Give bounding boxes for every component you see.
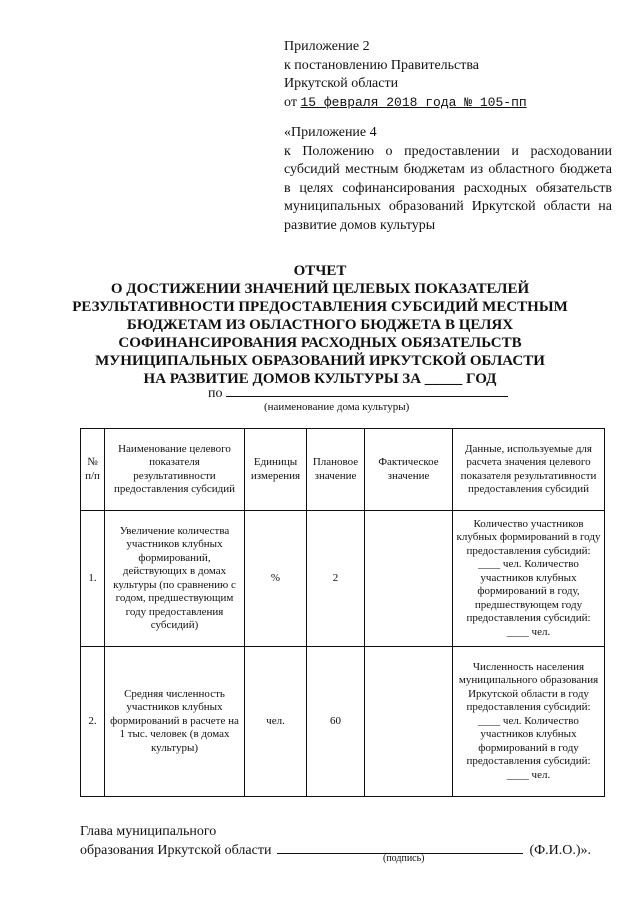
title-line: МУНИЦИПАЛЬНЫХ ОБРАЗОВАНИЙ ИРКУТСКОЙ ОБЛАСТИ [95,353,545,369]
culture-house-field [208,384,508,402]
row-num: 1. [81,511,105,647]
row-name: Средняя численность участников клубных формирований в расчете на 1 тыс. человек (в домах культуры) [105,647,245,797]
date-value: 15 февраля 2018 года № 105-пп [300,94,527,110]
signature-line2: образования Иркутской области [80,843,272,858]
appendix4-text: к Положению о предоставлении и расходовании субсидий местным бюджетам из областного бюджета в целях софинансирования расходных обязательств муниципальных образований Иркутской области на развитие домов культуры [284,143,612,233]
table-header-row [81,429,605,511]
row-unit: чел. [245,647,307,797]
appendix2-date [284,94,614,113]
title-line: БЮДЖЕТАМ ИЗ ОБЛАСТНОГО БЮДЖЕТА В ЦЕЛЯХ [126,317,514,333]
appendix2-line2: к постановлению Правительства [284,57,480,73]
header-plan: Плановое значение [307,429,365,511]
appendix2-line1: Приложение 2 [284,39,370,54]
row-name: Увеличение количества участников клубных формирований, действующих в домах культуры (по сравнению с годом, предшествующим году предоставления субсидий) [105,511,245,647]
row-data: Количество участников клубных формирований в году предоставления субсидий: ____ чел. Количество участников клубных формирований в году, предшествующем году предоставления субсидий: ____ чел. [453,511,605,647]
report-title [60,262,580,388]
signature-line2-wrap [80,841,591,860]
date-prefix: от [284,94,297,110]
appendix4-block [284,124,612,235]
title-line: ОТЧЕТ [293,263,347,279]
signature-block [80,822,591,860]
row-fact[interactable] [365,647,453,797]
appendix2-line3: Иркутской области [284,76,399,91]
row-unit: % [245,511,307,647]
row-fact[interactable] [365,511,453,647]
title-line: О ДОСТИЖЕНИИ ЗНАЧЕНИЙ ЦЕЛЕВЫХ ПОКАЗАТЕЛЕЙ [110,281,530,297]
header-name: Наименование целевого показателя результативности предоставления субсидий [105,429,245,511]
row-plan: 60 [307,647,365,797]
title-line: СОФИНАНСИРОВАНИЯ РАСХОДНЫХ ОБЯЗАТЕЛЬСТВ [118,335,522,351]
table-row [81,511,605,647]
signature-line1: Глава муниципального [80,824,217,839]
row-plan: 2 [307,511,365,647]
title-line: РЕЗУЛЬТАТИВНОСТИ ПРЕДОСТАВЛЕНИЯ СУБСИДИЙ МЕСТНЫМ [72,299,568,315]
header-fact: Фактическое значение [365,429,453,511]
table-row [81,647,605,797]
culture-house-note: (наименование дома культуры) [264,401,410,413]
row-data: Численность населения муниципального образования Иркутской области в году предоставления субсидий: ____ чел. Количество участников клубных формирований в году предоставления субсидий: ____ чел. [453,647,605,797]
appendix2-block [284,38,614,112]
po-label: по [208,386,223,401]
header-unit: Единицы измерения [245,429,307,511]
header-num: № п/п [81,429,105,511]
signature-note: (подпись) [383,853,425,864]
title-line: НА РАЗВИТИЕ ДОМОВ КУЛЬТУРЫ ЗА _____ ГОД [143,371,497,387]
row-num: 2. [81,647,105,797]
header-data: Данные, используемые для расчета значения целевого показателя результативности предоставления субсидий [453,429,605,511]
appendix4-heading: «Приложение 4 [284,125,377,140]
culture-house-line[interactable] [226,384,508,397]
indicators-table [80,428,605,797]
signature-fio: (Ф.И.О.)». [529,843,592,858]
